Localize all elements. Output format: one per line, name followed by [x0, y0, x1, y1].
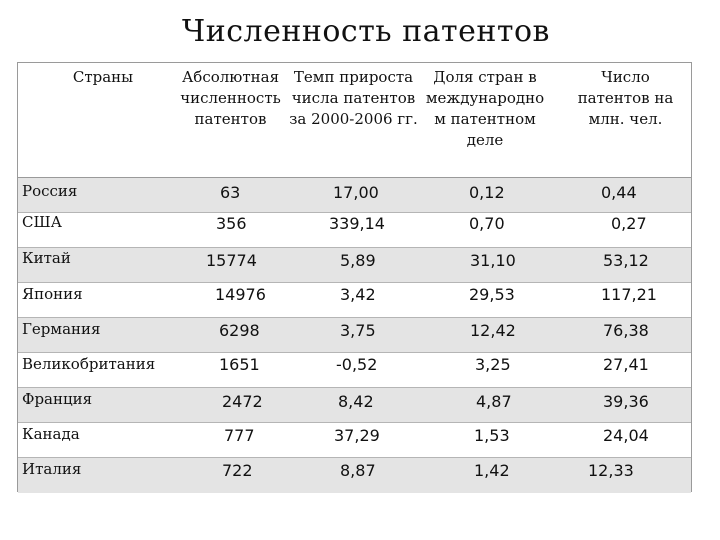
- title-text: Численность патентов: [182, 14, 550, 49]
- abs-cell: 15774: [206, 251, 257, 270]
- share-cell: 0,70: [469, 214, 505, 233]
- table-row: [18, 353, 691, 388]
- country-cell: Канада: [22, 425, 80, 443]
- table-row: [18, 318, 691, 353]
- per-million-cell: 39,36: [603, 392, 649, 411]
- growth-cell: 17,00: [333, 183, 379, 202]
- growth-cell: 8,42: [338, 392, 374, 411]
- table-header: [18, 63, 691, 178]
- table-row: [18, 388, 691, 423]
- per-million-cell: 27,41: [603, 355, 649, 374]
- share-cell: 3,25: [475, 355, 511, 374]
- abs-cell: 356: [216, 214, 247, 233]
- header-countries: Страны: [72, 68, 134, 86]
- share-cell: 1,53: [474, 426, 510, 445]
- per-million-cell: 76,38: [603, 321, 649, 340]
- country-cell: Япония: [22, 285, 83, 303]
- per-million-cell: 0,27: [611, 214, 647, 233]
- table-row: [18, 458, 691, 493]
- share-cell: 31,10: [470, 251, 516, 270]
- table-row: [18, 283, 691, 318]
- share-cell: 12,42: [470, 321, 516, 340]
- country-cell: США: [22, 213, 62, 231]
- growth-cell: 3,42: [340, 285, 376, 304]
- growth-cell: 37,29: [334, 426, 380, 445]
- abs-cell: 1651: [219, 355, 260, 374]
- table-row: [18, 248, 691, 283]
- country-cell: Великобритания: [22, 355, 156, 373]
- share-cell: 4,87: [476, 392, 512, 411]
- patents-table: [17, 62, 692, 492]
- abs-cell: 6298: [219, 321, 260, 340]
- growth-cell: 3,75: [340, 321, 376, 340]
- header-absolute: Абсолютная численность патентов: [180, 68, 281, 128]
- country-cell: Франция: [22, 390, 93, 408]
- country-cell: Италия: [22, 460, 82, 478]
- share-cell: 29,53: [469, 285, 515, 304]
- country-cell: Германия: [22, 320, 101, 338]
- page-title: [0, 14, 720, 49]
- table-row: [18, 423, 691, 458]
- abs-cell: 722: [222, 461, 253, 480]
- country-cell: Россия: [22, 182, 78, 200]
- abs-cell: 14976: [215, 285, 266, 304]
- abs-cell: 2472: [222, 392, 263, 411]
- table-row: [18, 178, 691, 213]
- per-million-cell: 117,21: [601, 285, 657, 304]
- abs-cell: 777: [224, 426, 255, 445]
- header-share: Доля стран в международно м патентном деле: [425, 68, 545, 149]
- header-per-million: Число патентов на млн. чел.: [577, 68, 674, 128]
- header-growth: Темп прироста числа патентов за 2000-2006 гг.: [289, 68, 418, 128]
- growth-cell: 339,14: [329, 214, 385, 233]
- growth-cell: 8,87: [340, 461, 376, 480]
- growth-cell: 5,89: [340, 251, 376, 270]
- share-cell: 0,12: [469, 183, 505, 202]
- per-million-cell: 24,04: [603, 426, 649, 445]
- per-million-cell: 12,33: [588, 461, 634, 480]
- abs-cell: 63: [220, 183, 241, 202]
- table-row: [18, 213, 691, 248]
- per-million-cell: 53,12: [603, 251, 649, 270]
- country-cell: Китай: [22, 249, 71, 267]
- per-million-cell: 0,44: [601, 183, 637, 202]
- share-cell: 1,42: [474, 461, 510, 480]
- growth-cell: -0,52: [336, 355, 378, 374]
